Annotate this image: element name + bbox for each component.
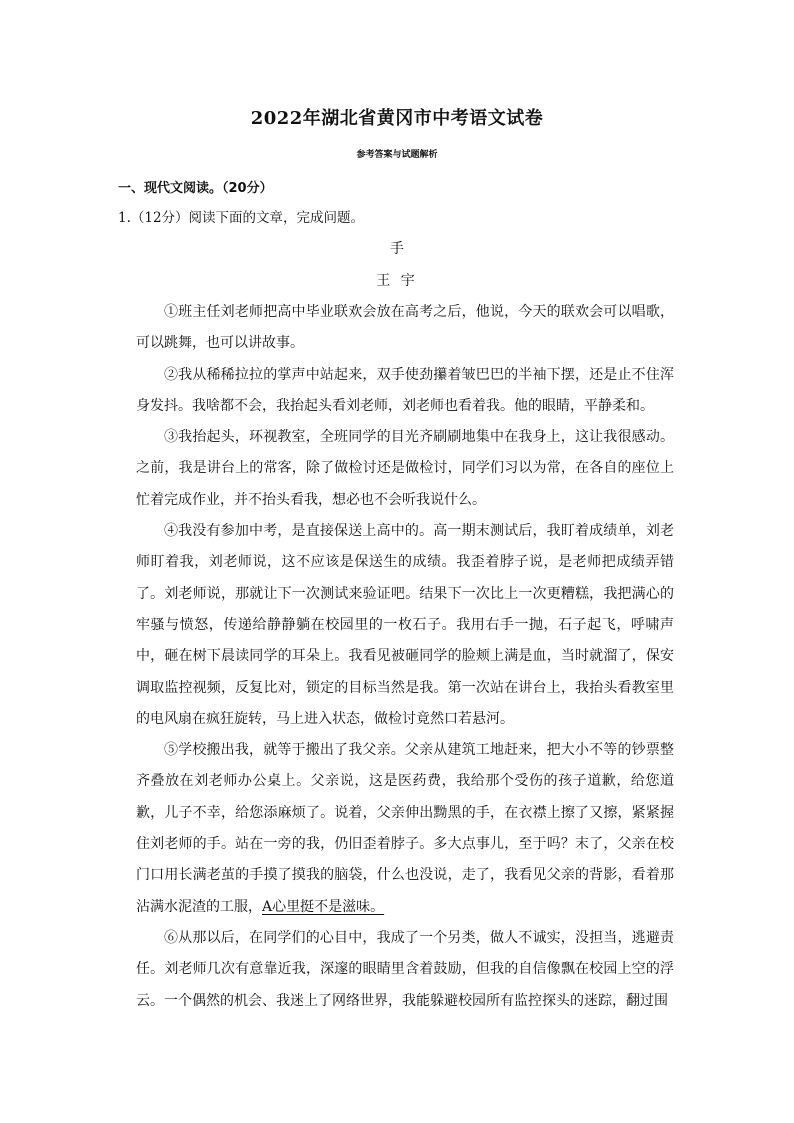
essay-paragraph-5 [136, 735, 674, 923]
essay-paragraph-6: ⑥从那以后，在同学们的心目中，我成了一个另类，做人不诚实，没担当，逃避责任。刘老师几次有意靠近我，深邃的眼睛里含着鼓励，但我的自信像飘在校园上空的浮云。一个偶然的机会、我迷上了网络世界，我能躲避校园所有监控探头的迷踪，翻过围 [136, 929, 674, 1009]
answer-subtitle: 参考答案与试题解析 [356, 150, 438, 160]
question-prompt: 1.（12分）阅读下面的文章，完成问题。 [118, 210, 365, 226]
section-heading: 一、现代文阅读。（20分） [118, 181, 273, 196]
essay-paragraph-2: ②我从稀稀拉拉的掌声中站起来，双手使劲攥着皱巴巴的半袖下摆，还是止不住浑身发抖。我啥都不会，我抬起头看刘老师，刘老师也看着我。他的眼睛，平静柔和。 [136, 366, 674, 414]
essay-paragraph-5-text: ⑤学校搬出我，就等于搬出了我父亲。父亲从建筑工地赶来，把大小不等的钞票整齐叠放在刘老师办公桌上。父亲说，这是医药费，我给那个受伤的孩子道歉，给您道歉，儿子不幸，给您添麻烦了。说着，父亲伸出黝黑的手，在衣襟上擦了又擦，紧紧握住刘老师的手。站在一旁的我，仍旧歪着脖子。多大点事儿，至于吗？末了，父亲在校门口用长满老茧的手摸了摸我的脑袋，什么也没说，走了，我看见父亲的背影，看着那沾满水泥渣的工服， [136, 742, 674, 915]
essay-body [136, 297, 674, 1017]
underlined-sentence-a: A心里挺不是滋味。 [262, 898, 385, 915]
essay-paragraph-1: ①班主任刘老师把高中毕业联欢会放在高考之后，他说，今天的联欢会可以唱歌，可以跳舞，也可以讲故事。 [136, 304, 674, 352]
exam-title: 2022年湖北省黄冈市中考语文试卷 [250, 108, 544, 129]
essay-author: 王 宇 [376, 273, 418, 289]
essay-title: 手 [390, 241, 404, 257]
essay-paragraph-4: ④我没有参加中考，是直接保送上高中的。高一期末测试后，我盯着成绩单，刘老师盯着我，刘老师说，这不应该是保送生的成绩。我歪着脖子说，是老师把成绩弄错了。刘老师说，那就让下一次测试来验证吧。结果下一次比上一次更糟糕，我把满心的牢骚与愤怒，传递给静静躺在校园里的一枚石子。我用右手一抛，石子起飞，呼啸声中，砸在树下晨读同学的耳朵上。我看见被砸同学的脸颊上满是血，当时就溜了，保安调取监控视频，反复比对，锁定的目标当然是我。第一次站在讲台上，我抬头看教室里的电风扇在疯狂旋转，马上进入状态，做检讨竟然口若悬河。 [136, 523, 674, 727]
essay-paragraph-3: ③我抬起头，环视教室，全班同学的目光齐刷刷地集中在我身上，这让我很感动。之前，我是讲台上的常客，除了做检讨还是做检讨，同学们习以为常，在各自的座位上忙着完成作业，并不抬头看我，想必也不会听我说什么。 [136, 429, 674, 508]
